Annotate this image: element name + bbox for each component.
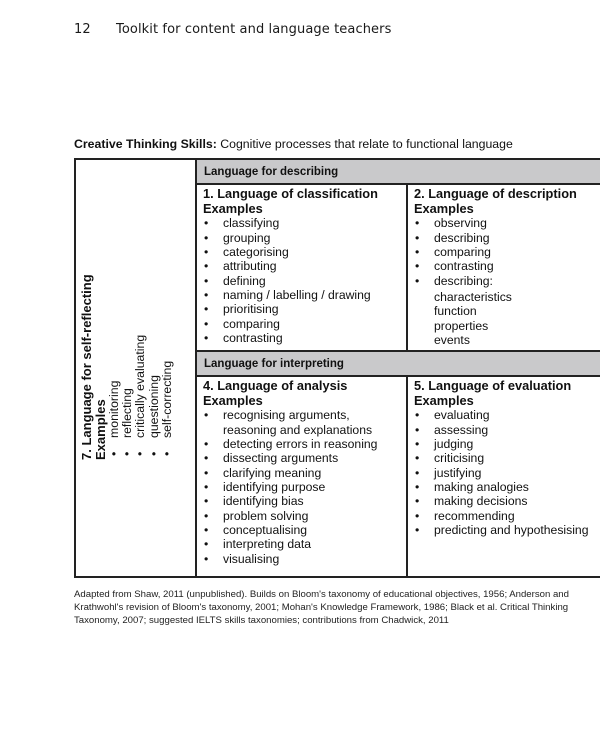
cell-description — [408, 185, 600, 350]
band-describing: Language for describing — [197, 160, 600, 185]
classification-list — [203, 216, 400, 345]
running-head — [74, 22, 391, 37]
list-item: • grouping — [203, 231, 400, 245]
list-item: • criticising — [414, 451, 600, 465]
list-item: • classifying — [203, 216, 400, 230]
classification-title: 1. Language of classification — [203, 186, 378, 201]
analysis-list — [203, 408, 400, 566]
evaluation-list — [414, 408, 600, 537]
description-title: 2. Language of description — [414, 186, 577, 201]
self-reflecting-title: 7. Language for self-reflecting — [79, 274, 94, 460]
list-item: • questioning — [148, 230, 161, 460]
cell-evaluation — [408, 377, 600, 578]
list-item: • categorising — [203, 245, 400, 259]
caption-text: Cognitive processes that relate to functional language — [216, 137, 513, 151]
examples-label: Examples — [414, 392, 474, 408]
list-item: • reflecting — [121, 230, 134, 460]
list-item: • naming / labelling / drawing — [203, 288, 400, 302]
list-item: • problem solving — [203, 509, 400, 523]
list-item: • describing — [414, 231, 600, 245]
list-item: • interpreting data — [203, 537, 400, 551]
creative-thinking-table — [74, 158, 600, 578]
book-title: Toolkit for content and language teachers — [116, 22, 392, 37]
band-interpreting: Language for interpreting — [197, 350, 600, 377]
sub-list-item: events — [434, 332, 470, 347]
list-item: • contrasting — [414, 259, 600, 273]
list-item: • attributing — [203, 259, 400, 273]
list-item: • monitoring — [108, 230, 121, 460]
list-item: • dissecting arguments — [203, 451, 400, 465]
analysis-title: 4. Language of analysis — [203, 378, 348, 393]
list-item: • assessing — [414, 423, 600, 437]
source-note: Adapted from Shaw, 2011 (unpublished). Builds on Bloom's taxonomy of educational objectives, 1956; Anderson and Krathwohl's revision of Bloom's taxonomy, 2001; Mohan's Knowledge Framework, 1986; Black et al. Critical Thinking Taxonomy, 2007; suggested IELTS skills taxonomies; contributions from Chadwick, 2011 — [74, 589, 569, 627]
list-item: • observing — [414, 216, 600, 230]
self-reflecting-list — [108, 230, 174, 460]
sub-list-item: characteristics — [434, 289, 512, 304]
table-caption — [74, 137, 513, 151]
list-item: • contrasting — [203, 331, 400, 345]
list-item: • describing: — [414, 274, 600, 288]
list-item: • recognising arguments, reasoning and explanations — [203, 408, 400, 437]
examples-label: Examples — [414, 200, 474, 216]
examples-label: Examples — [203, 200, 263, 216]
list-item: • identifying purpose — [203, 480, 400, 494]
caption-bold: Creative Thinking Skills: — [74, 137, 217, 151]
list-item: • detecting errors in reasoning — [203, 437, 400, 451]
list-item: • self-correcting — [161, 230, 174, 460]
list-item: • comparing — [203, 317, 400, 331]
list-item: • defining — [203, 274, 400, 288]
list-item: • judging — [414, 437, 600, 451]
cell-classification — [197, 185, 408, 350]
examples-label: Examples — [93, 399, 108, 460]
list-item: • comparing — [414, 245, 600, 259]
examples-label: Examples — [203, 392, 263, 408]
description-sub-list — [414, 290, 600, 347]
list-item: • predicting and hypothesising — [414, 523, 600, 537]
list-item: • making analogies — [414, 480, 600, 494]
list-item: • critically evaluating — [134, 230, 147, 460]
list-item: • conceptualising — [203, 523, 400, 537]
list-item: • recommending — [414, 509, 600, 523]
list-item: • evaluating — [414, 408, 600, 422]
self-reflecting-cell — [80, 230, 174, 460]
sub-list-item: function — [434, 304, 477, 319]
page-number: 12 — [74, 22, 91, 37]
description-list — [414, 216, 600, 288]
self-reflecting-column — [76, 160, 197, 576]
list-item: • visualising — [203, 552, 400, 566]
list-item: • making decisions — [414, 494, 600, 508]
evaluation-title: 5. Language of evaluation — [414, 378, 572, 393]
list-item: • identifying bias — [203, 494, 400, 508]
cell-analysis — [197, 377, 408, 578]
list-item: • prioritising — [203, 302, 400, 316]
sub-list-item: properties — [434, 318, 489, 333]
list-item: • clarifying meaning — [203, 466, 400, 480]
list-item: • justifying — [414, 466, 600, 480]
